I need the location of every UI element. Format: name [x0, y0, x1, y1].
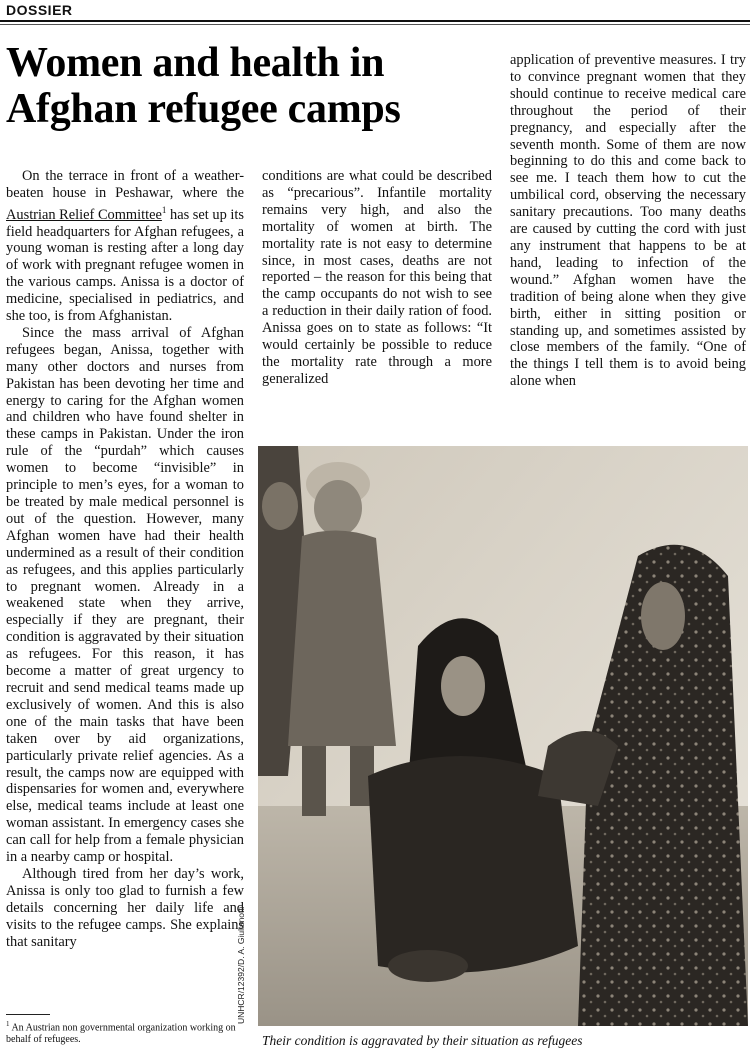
section-label: DOSSIER: [6, 2, 73, 18]
footnote-marker: 1: [6, 1020, 10, 1028]
article-photo: [258, 446, 748, 1026]
footnote: [6, 1018, 236, 1046]
footnote-text: An Austrian non governmental organization working on behalf of refugees.: [6, 1022, 236, 1046]
organization-link: Austrian Relief Committee: [6, 206, 162, 223]
top-rule: [0, 20, 750, 22]
footnote-rule: [6, 1014, 50, 1015]
paragraph-1: On the terrace in front of a weather-beaten house in Peshawar, where the Austrian Relief Committee$^1$ has set up its field headquarters for Afghan refugees, a young woman is resting after a long day of work with pregnant refugee women in the various camps. Anissa is a doctor of medicine, specialised in pediatrics, and she too, is from Afghanistan.: [6, 168, 245, 325]
article-column-3: [510, 52, 746, 390]
article-column-1: [6, 168, 244, 950]
photo-credit: UNHCR/12392/D. A. Giulianotti: [236, 906, 246, 1024]
photo-illustration: [258, 446, 748, 1026]
article-column-2: [262, 168, 492, 388]
photo-caption: Their condition is aggravated by their situation as refugees: [262, 1033, 583, 1048]
paragraph-3: Although tired from her day’s work, Anissa is only too glad to furnish a few details concerning her daily life and visits to the refugee camps. She explains that sanitary: [6, 865, 244, 950]
paragraph-4: conditions are what could be described as “precarious”. Infantile mortality remains very high, and also the mortality of women at birth. The mortality rate is not easy to determine since, in most cases, deaths are not reported – the reason for this being that the camp occupants do not wish to see a reduction in their daily ration of food. Anissa goes on to state as follows: “It would certainly be possible to reduce the mortality rate through a more generalized: [262, 168, 492, 387]
sub-rule: [0, 24, 750, 25]
paragraph-5: application of preventive measures. I try to convince pregnant women that they should continue to receive medical care throughout the period of their pregnancy, and especially after the seventh month. Some of them are now beginning to do this and come back to see me. I teach them how to cut the umbilical cord, observing the necessary sanitary precautions. Too many deaths are caused by cutting the cord with just any instrument that happens to be at hand, leading to infection of the wound.” Afghan women have the tradition of being alone when they give birth, either in sitting position or standing up, and sometimes assisted by close members of the family. “One of the things I tell them is to avoid being alone when: [510, 52, 746, 390]
article-headline: Women and health in Afghan refugee camps: [6, 40, 401, 132]
footnote-ref: 1: [161, 204, 167, 215]
paragraph-2: Since the mass arrival of Afghan refugees began, Anissa, together with many other doctors and nurses from Pakistan has been devoting her time and energy to caring for the Afghan women and children who have found shelter in these camps in Pakistan. Under the iron rule of the “purdah” which causes women to become “invisible” in principle to men’s eyes, for a woman to be treated by male medical personnel is out of the question. However, many Afghan women have had their health undermined as a result of their condition as refugees, and this applies particularly to pregnant women. Already in a weakened state when they arrive, especially if they are pregnant, their condition is aggravated by their situation as refugees. For this reason, it has become a matter of great urgency to recruit and send medical teams made up exclusively of women. And this is also one of the main tasks that have been taken over by aid organizations, particularly private relief agencies. As a result, the camps now are equipped with dispensaries for women and, everywhere else, medical teams include at least one woman assistant. In emergency cases she can call for help from a female physician in a nearby camp or hospital.: [6, 324, 244, 866]
